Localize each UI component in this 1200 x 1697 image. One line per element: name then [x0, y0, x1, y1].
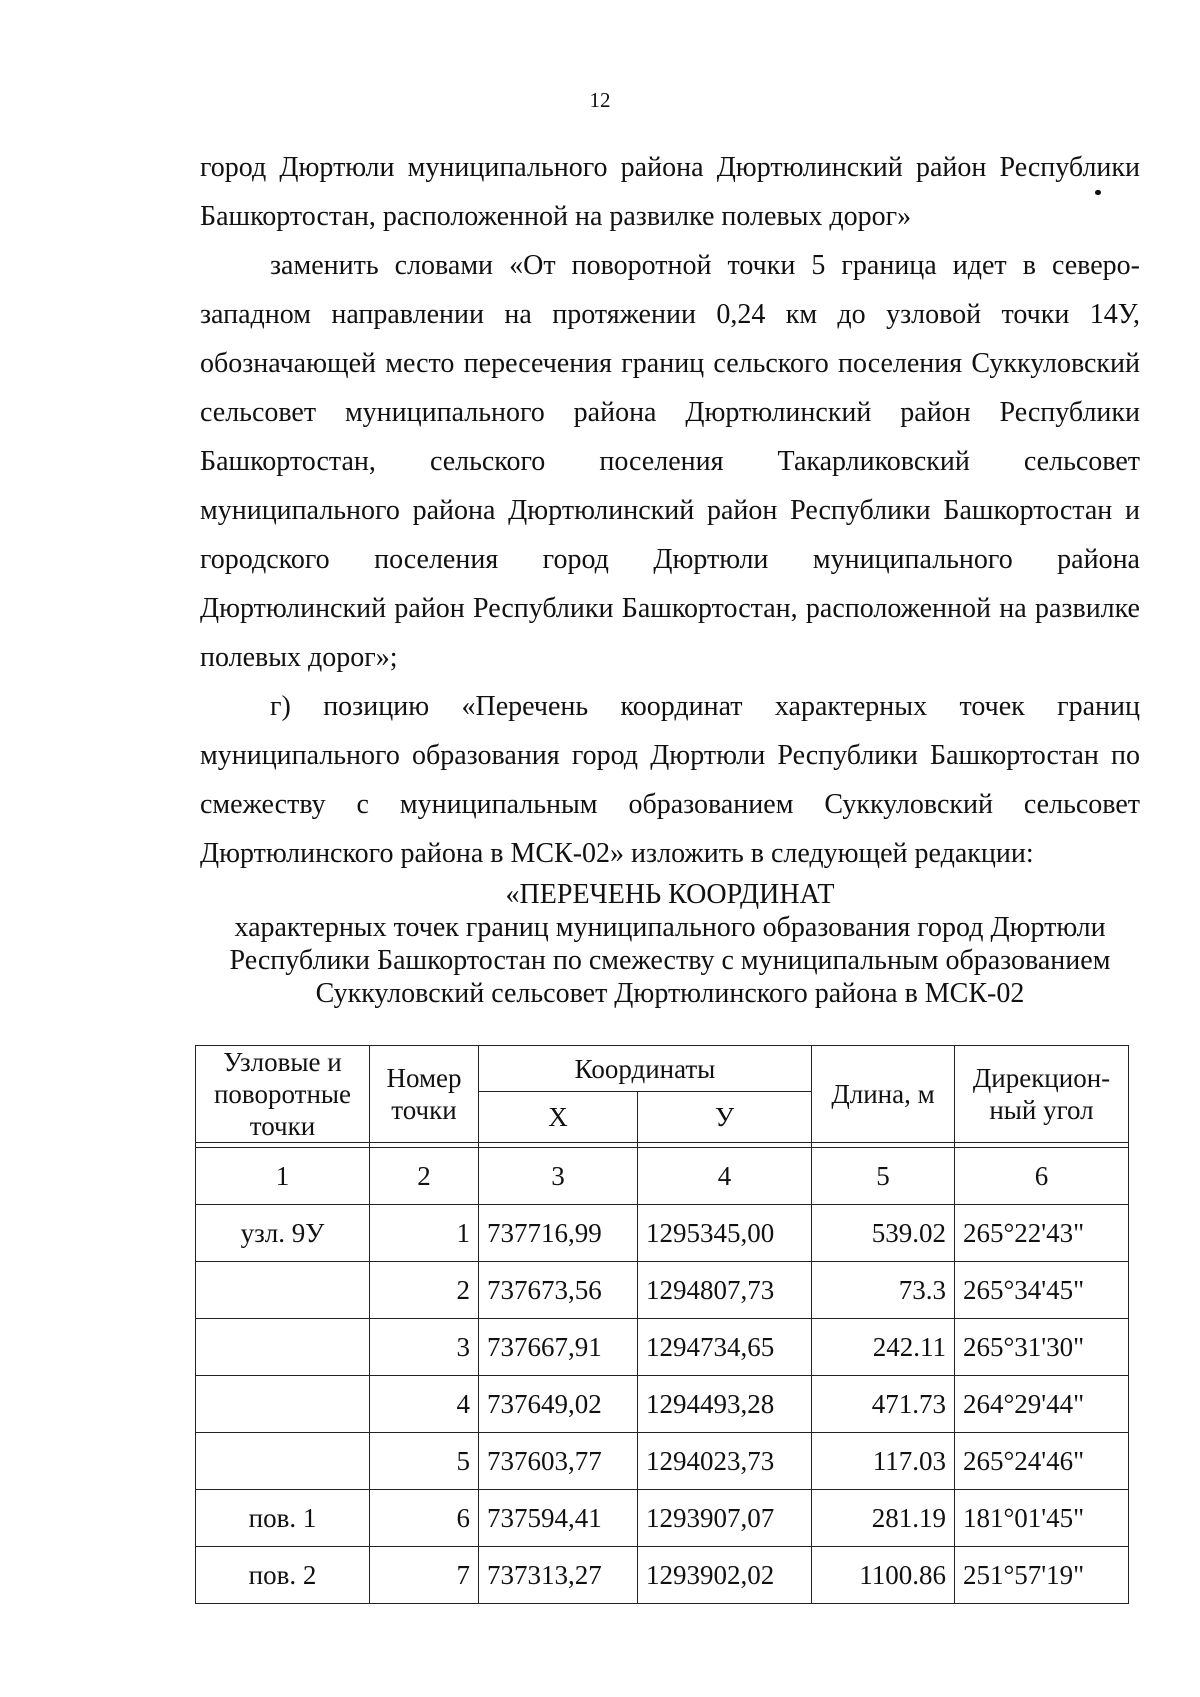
- table-row: [196, 1376, 1129, 1433]
- cell-y: 1295345,00: [638, 1205, 812, 1262]
- cell-angle: 265°34'45": [955, 1262, 1129, 1319]
- cell-angle: 264°29'44": [955, 1376, 1129, 1433]
- header-angle: Дирекцион-ный угол: [955, 1046, 1129, 1143]
- cell-x: 737313,27: [479, 1547, 638, 1604]
- list-subtitle-line: Суккуловский сельсовет Дюртюлинского района в МСК-02: [315, 978, 1025, 1009]
- cell-length: 539.02: [812, 1205, 955, 1262]
- cell-y: 1294023,73: [638, 1433, 812, 1490]
- body-text: [200, 143, 1140, 878]
- cell-point-number: 2: [370, 1262, 479, 1319]
- table-row: [196, 1547, 1129, 1604]
- cell-angle: 265°24'46": [955, 1433, 1129, 1490]
- header-x: X: [479, 1092, 638, 1143]
- cell-x: 737667,91: [479, 1319, 638, 1376]
- cell-node: пов. 2: [196, 1547, 370, 1604]
- column-number: 5: [812, 1148, 955, 1205]
- cell-node: пов. 1: [196, 1490, 370, 1547]
- cell-length: 1100.86: [812, 1547, 955, 1604]
- cell-point-number: 4: [370, 1376, 479, 1433]
- table-row: [196, 1433, 1129, 1490]
- coordinates-table: [195, 1045, 1129, 1604]
- cell-length: 242.11: [812, 1319, 955, 1376]
- cell-y: 1294734,65: [638, 1319, 812, 1376]
- cell-y: 1293907,07: [638, 1490, 812, 1547]
- table-row: [196, 1490, 1129, 1547]
- list-heading: [200, 878, 1140, 1010]
- list-title: «ПЕРЕЧЕНЬ КООРДИНАТ: [505, 879, 835, 910]
- table-row: [196, 1262, 1129, 1319]
- page-number: 12: [589, 88, 611, 112]
- cell-point-number: 6: [370, 1490, 479, 1547]
- header-nodes: Узловые и поворотные точки: [196, 1046, 370, 1143]
- cell-x: 737673,56: [479, 1262, 638, 1319]
- cell-x: 737594,41: [479, 1490, 638, 1547]
- cell-point-number: 5: [370, 1433, 479, 1490]
- paragraph-position-g: г) позицию «Перечень координат характерных точек границ муниципального образования город Дюртюли Республики Башкортостан по смежеству с муниципальным образованием Суккуловский сельсовет Дюртюлинского района в МСК-02» изложить в следующей редакции:: [200, 691, 1140, 869]
- cell-angle: 265°22'43": [955, 1205, 1129, 1262]
- paragraph-continuation: город Дюртюли муниципального района Дюртюлинский район Республики Башкортостан, расположенной на развилке полевых дорог»: [200, 152, 1140, 232]
- cell-length: 471.73: [812, 1376, 955, 1433]
- cell-y: 1294493,28: [638, 1376, 812, 1433]
- cell-node: [196, 1262, 370, 1319]
- cell-node: [196, 1376, 370, 1433]
- cell-y: 1294807,73: [638, 1262, 812, 1319]
- list-subtitle-line: характерных точек границ муниципального образования город Дюртюли: [234, 912, 1106, 943]
- cell-point-number: 1: [370, 1205, 479, 1262]
- cell-angle: 251°57'19": [955, 1547, 1129, 1604]
- cell-length: 117.03: [812, 1433, 955, 1490]
- header-y: У: [638, 1092, 812, 1143]
- header-length: Длина, м: [812, 1046, 955, 1143]
- cell-length: 281.19: [812, 1490, 955, 1547]
- cell-x: 737716,99: [479, 1205, 638, 1262]
- table-row: [196, 1205, 1129, 1262]
- cell-node: узл. 9У: [196, 1205, 370, 1262]
- cell-x: 737603,77: [479, 1433, 638, 1490]
- table-row: [196, 1319, 1129, 1376]
- header-point-number: Номер точки: [370, 1046, 479, 1143]
- cell-point-number: 7: [370, 1547, 479, 1604]
- column-number: 1: [196, 1148, 370, 1205]
- column-number: 2: [370, 1148, 479, 1205]
- list-subtitle-line: Республики Башкортостан по смежеству с муниципальным образованием: [229, 945, 1111, 976]
- column-number: 4: [638, 1148, 812, 1205]
- cell-angle: 265°31'30": [955, 1319, 1129, 1376]
- cell-length: 73.3: [812, 1262, 955, 1319]
- paragraph-replace: заменить словами «От поворотной точки 5 граница идет в северо-западном направлении на протяжении 0,24 км до узловой точки 14У, обозначающей место пересечения границ сельского поселения Суккуловский сельсовет муниципального района Дюртюлинский район Республики Башкортостан, сельского поселения Такарликовский сельсовет муниципального района Дюртюлинский район Республики Башкортостан и городского поселения город Дюртюли муниципального района Дюртюлинский район Республики Башкортостан, расположенной на развилке полевых дорог»;: [200, 250, 1140, 673]
- cell-point-number: 3: [370, 1319, 479, 1376]
- cell-y: 1293902,02: [638, 1547, 812, 1604]
- header-coordinates: Координаты: [479, 1046, 812, 1092]
- column-number: 6: [955, 1148, 1129, 1205]
- cell-node: [196, 1433, 370, 1490]
- column-number: 3: [479, 1148, 638, 1205]
- cell-angle: 181°01'45": [955, 1490, 1129, 1547]
- cell-x: 737649,02: [479, 1376, 638, 1433]
- cell-node: [196, 1319, 370, 1376]
